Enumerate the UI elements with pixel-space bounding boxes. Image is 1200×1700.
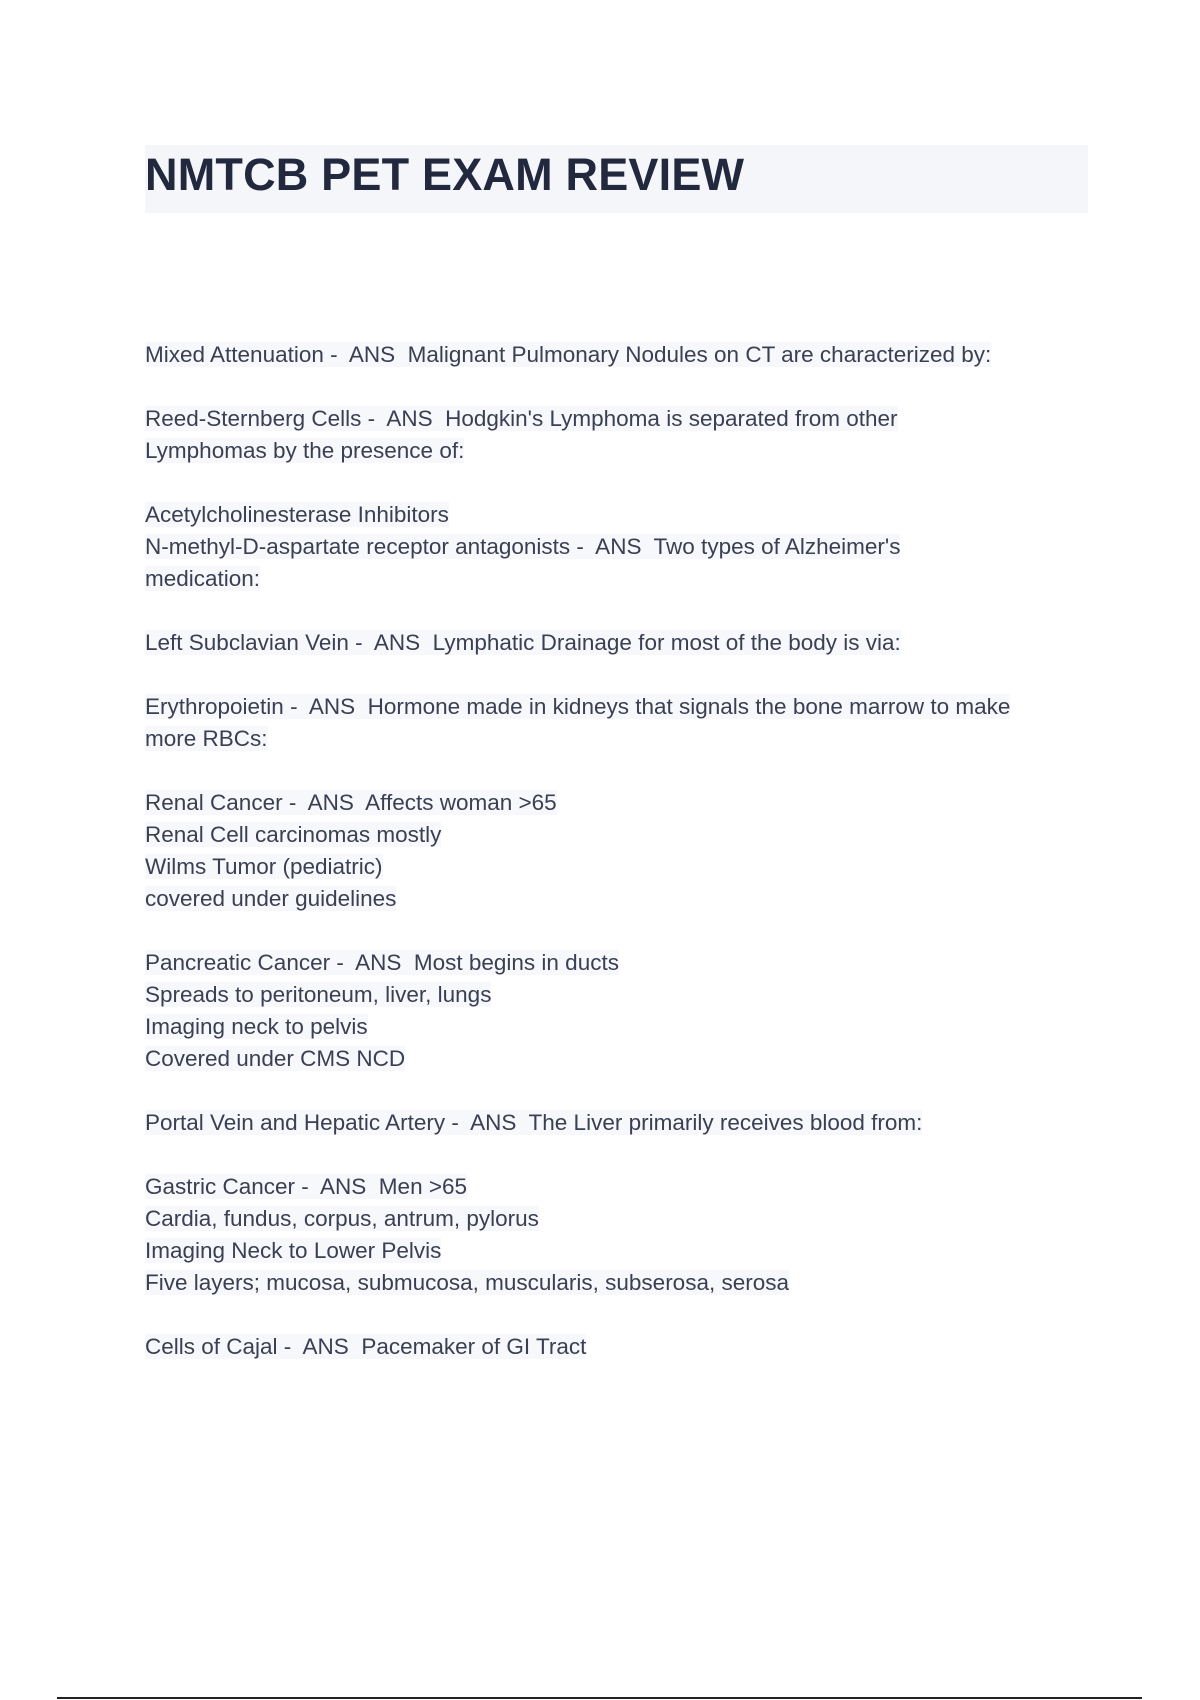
qa-entry-text: N-methyl-D-aspartate receptor antagonists - ANS Two types of Alzheimer's [145,534,901,559]
qa-entry-text: Spreads to peritoneum, liver, lungs [145,982,492,1007]
qa-entry-text: Erythropoietin - ANS Hormone made in kidneys that signals the bone marrow to make [145,694,1011,719]
qa-entry-line [145,531,1095,563]
qa-entry [145,339,1095,371]
qa-entry-text: Acetylcholinesterase Inhibitors [145,502,449,527]
qa-entry-line [145,1011,1095,1043]
qa-entry-line [145,627,1095,659]
qa-entry-line [145,883,1095,915]
qa-entry-text: Renal Cell carcinomas mostly [145,822,442,847]
qa-entry-text: Portal Vein and Hepatic Artery - ANS The Liver primarily receives blood from: [145,1110,923,1135]
qa-entry-text: Cardia, fundus, corpus, antrum, pylorus [145,1206,539,1231]
qa-entry-text: Pancreatic Cancer - ANS Most begins in ducts [145,950,619,975]
qa-entry-line [145,979,1095,1011]
qa-entry-text: Imaging Neck to Lower Pelvis [145,1238,442,1263]
qa-entry-line [145,1107,1095,1139]
page-title: NMTCB PET EXAM REVIEW [145,149,745,200]
qa-entry [145,1171,1095,1299]
qa-entry-line [145,563,1095,595]
qa-entry-text: Imaging neck to pelvis [145,1014,368,1039]
bottom-rule [57,1697,1142,1699]
qa-entry-text: Mixed Attenuation - ANS Malignant Pulmonary Nodules on CT are characterized by: [145,342,992,367]
qa-entry [145,1107,1095,1139]
qa-entry-line [145,819,1095,851]
qa-entries [145,339,1095,1395]
qa-entry [145,627,1095,659]
qa-entry-line [145,787,1095,819]
qa-entry-text: Covered under CMS NCD [145,1046,406,1071]
qa-entry-text: Lymphomas by the presence of: [145,438,465,463]
qa-entry-text: covered under guidelines [145,886,397,911]
qa-entry-text: Cells of Cajal - ANS Pacemaker of GI Tract [145,1334,587,1359]
qa-entry-line [145,1203,1095,1235]
qa-entry-line [145,499,1095,531]
page-title-bar [145,145,1088,213]
qa-entry-line [145,1267,1095,1299]
qa-entry [145,947,1095,1075]
qa-entry-line [145,1043,1095,1075]
qa-entry-line [145,947,1095,979]
qa-entry-line [145,1171,1095,1203]
qa-entry-line [145,403,1095,435]
qa-entry-text: Renal Cancer - ANS Affects woman >65 [145,790,557,815]
qa-entry [145,691,1095,755]
qa-entry-text: Gastric Cancer - ANS Men >65 [145,1174,467,1199]
qa-entry [145,787,1095,915]
qa-entry-line [145,435,1095,467]
qa-entry-text: more RBCs: [145,726,268,751]
qa-entry-text: Five layers; mucosa, submucosa, muscularis, subserosa, serosa [145,1270,789,1295]
qa-entry-text: Wilms Tumor (pediatric) [145,854,383,879]
qa-entry-line [145,851,1095,883]
qa-entry-line [145,691,1095,723]
qa-entry [145,403,1095,467]
qa-entry-line [145,1331,1095,1363]
qa-entry [145,499,1095,595]
qa-entry [145,1331,1095,1363]
qa-entry-text: medication: [145,566,261,591]
qa-entry-text: Left Subclavian Vein - ANS Lymphatic Drainage for most of the body is via: [145,630,901,655]
qa-entry-text: Reed-Sternberg Cells - ANS Hodgkin's Lymphoma is separated from other [145,406,898,431]
qa-entry-line [145,339,1095,371]
qa-entry-line [145,1235,1095,1267]
qa-entry-line [145,723,1095,755]
